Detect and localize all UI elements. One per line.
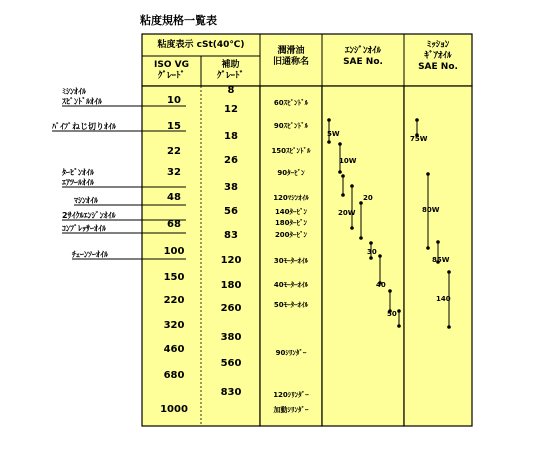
app-label: ｺﾝﾌﾟﾚｯｻｰｵｲﾙ [62,224,106,233]
iso-grade: 100 [163,246,185,257]
oil-name: 150ｽﾋﾟﾝﾄﾞﾙ [271,147,311,155]
aux-grade: 8 [227,85,235,96]
iso-grade: 68 [167,219,181,230]
oil-name: 50ﾓｰﾀｰｵｲﾙ [273,301,309,309]
iso-grade: 220 [163,295,185,306]
aux-grade: 26 [224,155,238,166]
iso-grade: 10 [167,95,181,106]
app-label: ﾀｰﾋﾞﾝｵｲﾙ [62,168,94,177]
aux-grade: 38 [224,182,238,193]
sae-range-dot [447,270,451,274]
iso-grade: 460 [163,344,185,355]
sae-range-dot [369,241,373,245]
aux-grade: 260 [220,303,242,314]
app-label: ｽﾋﾟﾝﾄﾞﾙｵｲﾙ [62,97,102,106]
engine-sae-label: 20 [363,194,373,202]
sae-range-dot [350,184,354,188]
sae-range-dot [341,193,345,197]
aux-grade: 83 [224,230,238,241]
sae-range-dot [350,226,354,230]
sae-range-dot [415,118,419,122]
iso-grade: 680 [163,370,185,381]
oil-name: 120ﾏｼﾝｵｲﾙ [273,194,309,202]
header-iso: ISO VG ｸﾞﾚｰﾄﾞ [154,60,189,81]
app-label: ﾁｪｰﾝｿｰｵｲﾙ [72,250,108,259]
aux-grade: 560 [220,358,242,369]
iso-grade: 22 [167,146,181,157]
oil-name: 90ﾀｰﾋﾞﾝ [277,169,305,177]
iso-grade: 48 [167,192,181,203]
iso-grade: 150 [163,272,185,283]
oil-name: 40ﾓｰﾀｰｵｲﾙ [273,281,309,289]
gear-sae-label: 75W [410,135,428,143]
sae-range-dot [359,236,363,240]
aux-grade: 120 [220,255,242,266]
iso-grade: 32 [167,167,181,178]
sae-range-dot [327,118,331,122]
sae-range-dot [327,140,331,144]
header-engine: ｴﾝｼﾞﾝｵｲﾙ SAE No. [343,46,383,67]
oil-name: 180ﾀｰﾋﾞﾝ [274,219,308,227]
sae-range-dot [388,289,392,293]
oil-name: 90ｽﾋﾟﾝﾄﾞﾙ [273,122,309,130]
sae-range-dot [369,256,373,260]
app-label: ﾐｼﾝｵｲﾙ [62,87,86,96]
page-title: 粘度規格一覧表 [140,14,217,27]
aux-grade: 180 [220,280,242,291]
app-label: ﾏｼﾝｵｲﾙ [74,196,98,205]
sae-range-dot [397,324,401,328]
oil-name: 140ﾀｰﾋﾞﾝ [274,208,308,216]
engine-sae-label: 50 [387,310,397,318]
sae-range-dot [338,170,342,174]
aux-grade: 12 [224,104,238,115]
app-label: ﾊﾟｲﾌﾟねじ切りｵｲﾙ [52,122,116,131]
header-aux: 補助 ｸﾞﾚｰﾄﾞ [216,60,244,81]
engine-sae-label: 20W [338,209,356,217]
header-display: 粘度表示 cSt(40℃) [157,40,245,50]
engine-sae-label: 40 [376,281,386,289]
iso-grade: 15 [167,121,181,132]
app-label: 2ｻｲｸﾙｴﾝｼﾞﾝｵｲﾙ [62,211,116,220]
oil-name: 120ｼﾘﾝﾀﾞｰ [273,391,309,399]
sae-range-dot [436,240,440,244]
sae-range-dot [426,246,430,250]
oil-name: 30ﾓｰﾀｰｵｲﾙ [273,257,309,265]
sae-range-dot [341,174,345,178]
sae-range-dot [397,309,401,313]
gear-sae-label: 80W [422,206,440,214]
iso-grade: 320 [163,320,185,331]
gear-sae-label: 85W [432,256,450,264]
header-gear: ﾐｯｼｮﾝ ｷﾞｱｵｲﾙ SAE No. [418,40,458,72]
aux-grade: 56 [224,206,238,217]
oil-name: 60ｽﾋﾟﾝﾄﾞﾙ [273,99,309,107]
sae-range-dot [426,172,430,176]
engine-sae-label: 10W [339,157,357,165]
gear-sae-label: 140 [436,295,451,303]
header-old-name: 潤滑油 旧通称名 [272,46,309,67]
oil-name: 90ｼﾘﾝﾀﾞｰ [275,349,307,357]
sae-range-dot [338,142,342,146]
iso-grade: 1000 [160,404,188,415]
sae-range-dot [447,325,451,329]
engine-sae-label: 5W [327,130,340,138]
aux-grade: 830 [220,387,242,398]
oil-name: 加動ｼﾘﾝﾀﾞｰ [273,406,309,414]
sae-range-dot [378,254,382,258]
engine-sae-label: 30 [367,248,377,256]
aux-grade: 380 [220,332,242,343]
app-label: ｴｱﾂｰﾙｵｲﾙ [62,178,94,187]
oil-name: 200ﾀｰﾋﾞﾝ [274,231,308,239]
aux-grade: 18 [224,131,238,142]
